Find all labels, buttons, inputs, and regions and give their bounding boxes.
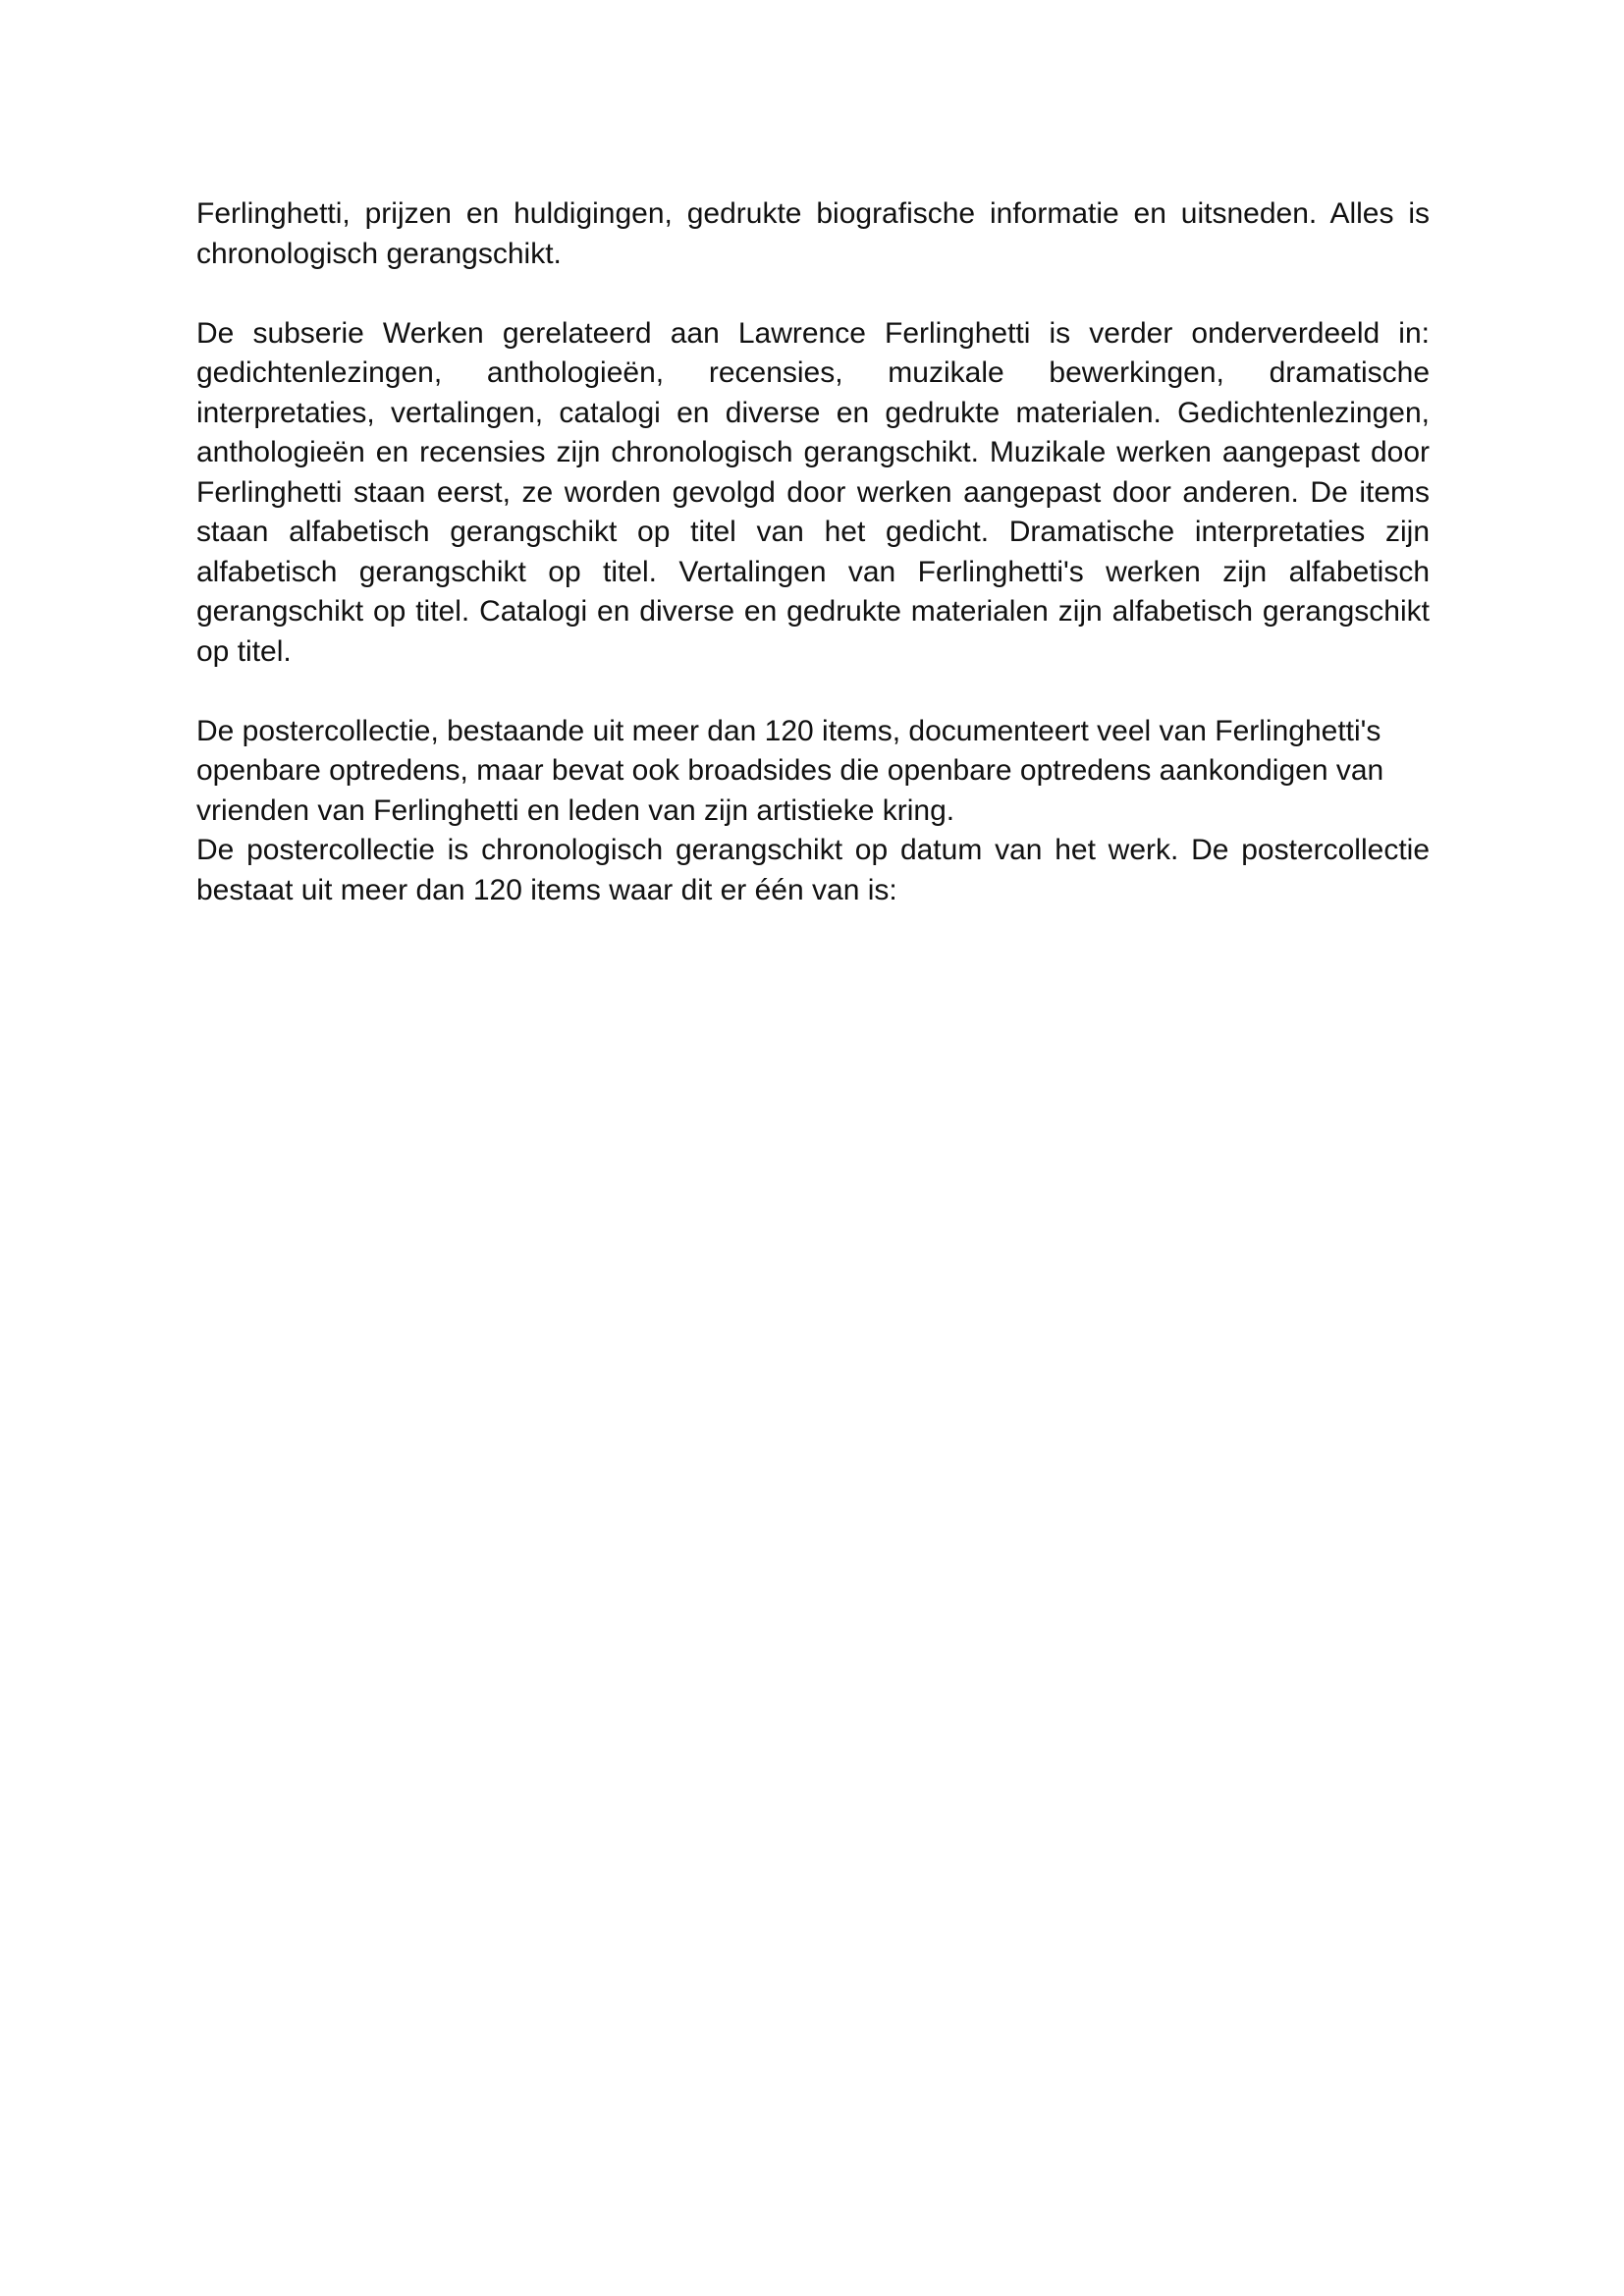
paragraph-ferlinghetti-intro: Ferlinghetti, prijzen en huldigingen, gedrukte biografische informatie en uitsneden. Alles is chronologisch gerangschikt. [196,197,1430,270]
paragraph-poster-collection: De postercollectie, bestaande uit meer dan 120 items, documenteert veel van Ferlinghetti's openbare optredens, maar bevat ook broadsides die openbare optredens aankondigen van vrienden van Ferlinghetti en leden van zijn artistieke kring. [196,714,1384,827]
paragraph-poster-arrangement: De postercollectie is chronologisch gerangschikt op datum van het werk. De postercollectie bestaat uit meer dan 120 items waar dit er één van is: [196,834,1430,906]
paragraph-subseries-works: De subserie Werken gerelateerd aan Lawrence Ferlinghetti is verder onderverdeeld in: gedichtenlezingen, anthologieën, recensies, muzikale bewerkingen, dramatische interpretaties, vertalingen, catalogi en diverse en gedrukte materialen. Gedichtenlezingen, anthologieën en recensies zijn chronologisch gerangschikt. Muzikale werken aangepast door Ferlinghetti staan eerst, ze worden gevolgd door werken aangepast door anderen. De items staan alfabetisch gerangschikt op titel van het gedicht. Dramatische interpretaties zijn alfabetisch gerangschikt op titel. Vertalingen van Ferlinghetti's werken zijn alfabetisch gerangschikt op titel. Catalogi en diverse en gedrukte materialen zijn alfabetisch gerangschikt op titel. [196,316,1430,668]
document-body [196,194,1430,910]
